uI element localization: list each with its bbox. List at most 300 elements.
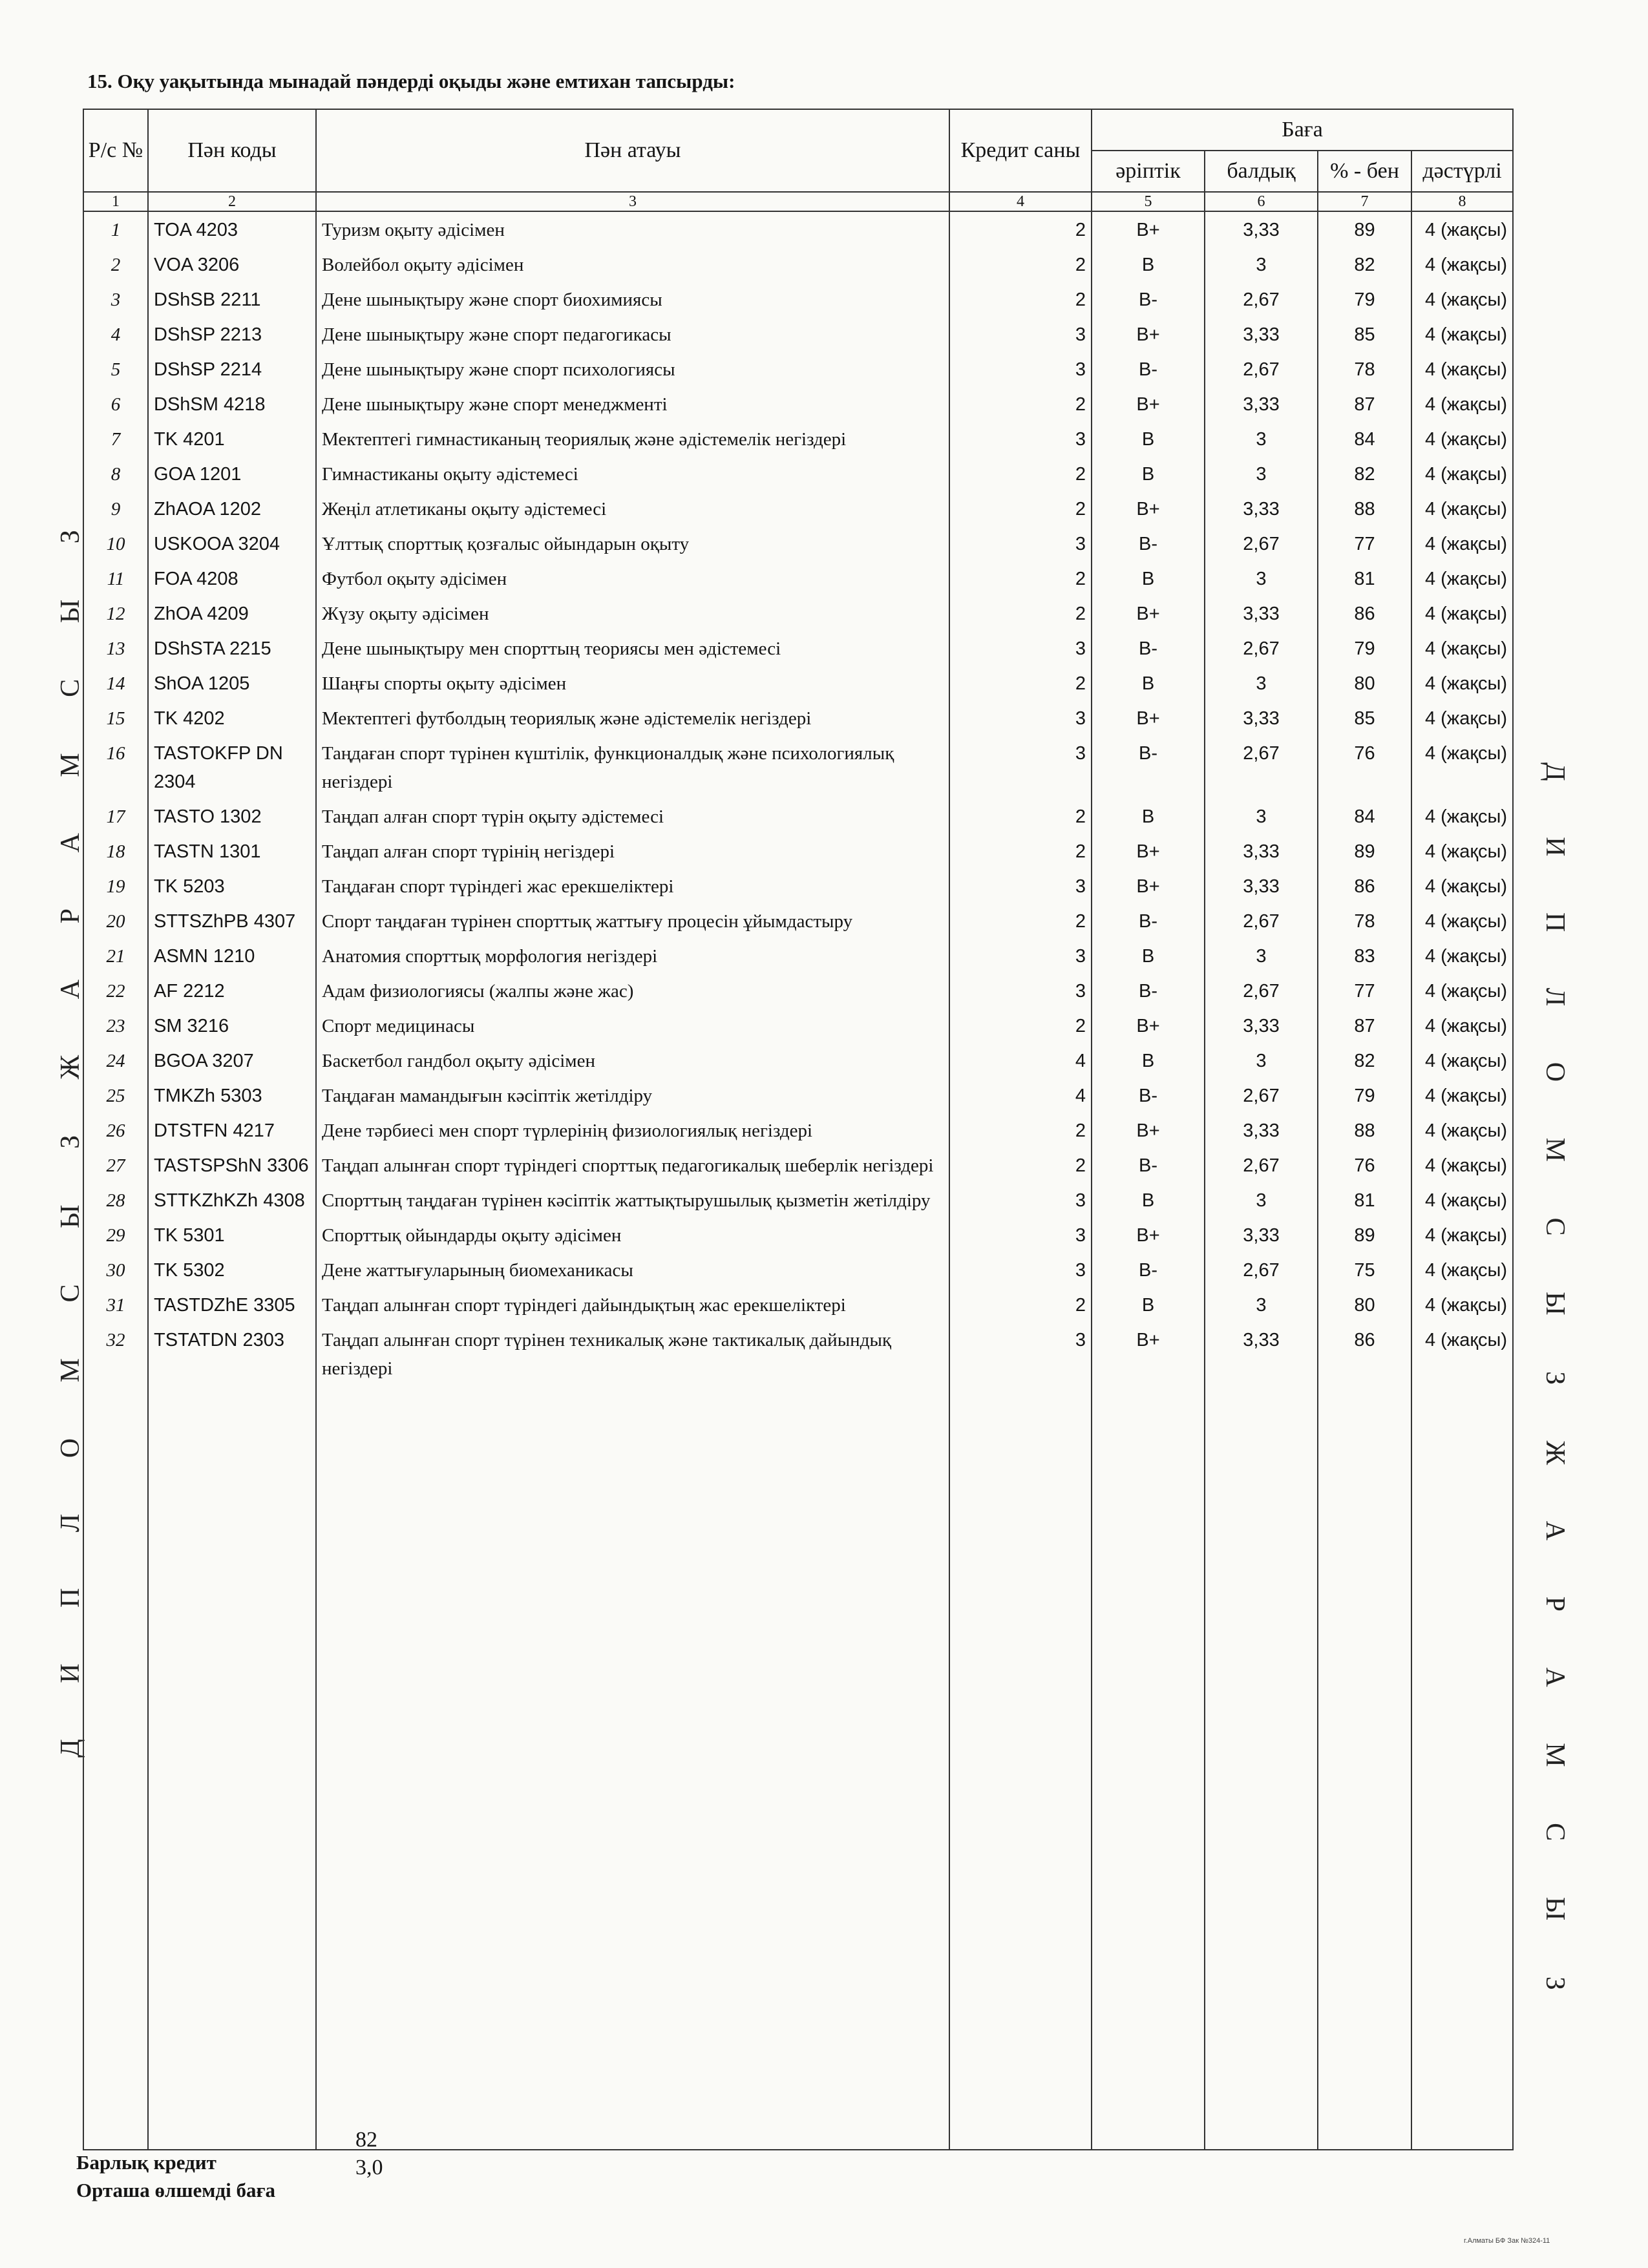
letter-grade: B (1092, 456, 1205, 491)
subject-code: TASTO 1302 (148, 799, 316, 834)
traditional-grade: 4 (жақсы) (1411, 735, 1513, 799)
subject-name: Футбол оқыту әдісімен (316, 561, 949, 596)
credits-cell: 3 (949, 735, 1092, 799)
credits-cell: 2 (949, 1148, 1092, 1182)
credits-cell: 2 (949, 903, 1092, 938)
table-row (83, 596, 1513, 631)
points-grade: 2,67 (1205, 526, 1318, 561)
table-row (83, 526, 1513, 561)
points-grade: 2,67 (1205, 352, 1318, 386)
table-row (83, 1217, 1513, 1252)
traditional-grade: 4 (жақсы) (1411, 421, 1513, 456)
header-traditional: дәстүрлі (1411, 151, 1513, 192)
header-percent: % - бен (1318, 151, 1411, 192)
letter-grade: B+ (1092, 491, 1205, 526)
header-grade: Баға (1092, 109, 1513, 151)
percent-grade: 75 (1318, 1252, 1411, 1287)
row-number: 22 (83, 973, 148, 1008)
points-grade: 3 (1205, 247, 1318, 282)
subject-code: TK 5301 (148, 1217, 316, 1252)
grades-table-body (83, 211, 1513, 2150)
points-grade: 3,33 (1205, 317, 1318, 352)
subject-name: Дене шынықтыру және спорт биохимиясы (316, 282, 949, 317)
credits-cell: 2 (949, 491, 1092, 526)
subject-code: TK 4202 (148, 700, 316, 735)
traditional-grade: 4 (жақсы) (1411, 1217, 1513, 1252)
row-number: 24 (83, 1043, 148, 1078)
points-grade: 3 (1205, 938, 1318, 973)
credits-cell: 2 (949, 799, 1092, 834)
table-row (83, 666, 1513, 700)
traditional-grade: 4 (жақсы) (1411, 1182, 1513, 1217)
credits-cell: 3 (949, 631, 1092, 666)
table-row (83, 834, 1513, 868)
points-grade: 2,67 (1205, 903, 1318, 938)
table-row (83, 352, 1513, 386)
row-number: 26 (83, 1113, 148, 1148)
subject-code: BGOA 3207 (148, 1043, 316, 1078)
letter-grade: B- (1092, 282, 1205, 317)
row-number: 7 (83, 421, 148, 456)
subject-code: ShOA 1205 (148, 666, 316, 700)
percent-grade: 79 (1318, 1078, 1411, 1113)
empty-cell (1092, 1385, 1205, 2150)
subject-code: DShSM 4218 (148, 386, 316, 421)
traditional-grade: 4 (жақсы) (1411, 1008, 1513, 1043)
percent-grade: 87 (1318, 386, 1411, 421)
letter-grade: B+ (1092, 211, 1205, 247)
subject-code: SM 3216 (148, 1008, 316, 1043)
table-row (83, 1078, 1513, 1113)
points-grade: 3,33 (1205, 1113, 1318, 1148)
row-number: 31 (83, 1287, 148, 1322)
credits-cell: 3 (949, 1252, 1092, 1287)
row-number: 9 (83, 491, 148, 526)
table-row (83, 386, 1513, 421)
points-grade: 3,33 (1205, 834, 1318, 868)
points-grade: 2,67 (1205, 282, 1318, 317)
table-row (83, 421, 1513, 456)
row-number: 13 (83, 631, 148, 666)
subject-name: Волейбол оқыту әдісімен (316, 247, 949, 282)
percent-grade: 86 (1318, 596, 1411, 631)
subject-name: Спорттық ойындарды оқыту әдісімен (316, 1217, 949, 1252)
subject-code: DShSP 2214 (148, 352, 316, 386)
letter-grade: B+ (1092, 1113, 1205, 1148)
letter-grade: B (1092, 1043, 1205, 1078)
table-row (83, 903, 1513, 938)
subject-code: DShSP 2213 (148, 317, 316, 352)
percent-grade: 82 (1318, 456, 1411, 491)
traditional-grade: 4 (жақсы) (1411, 973, 1513, 1008)
subject-code: STTSZhPB 4307 (148, 903, 316, 938)
credits-cell: 3 (949, 938, 1092, 973)
row-number: 32 (83, 1322, 148, 1385)
table-filler-row (83, 1385, 1513, 2150)
letter-grade: B- (1092, 735, 1205, 799)
percent-grade: 79 (1318, 282, 1411, 317)
table-row (83, 735, 1513, 799)
credits-cell: 3 (949, 352, 1092, 386)
percent-grade: 83 (1318, 938, 1411, 973)
subject-code: TK 5302 (148, 1252, 316, 1287)
subject-name: Таңдаған мамандығын кәсіптік жетілдіру (316, 1078, 949, 1113)
traditional-grade: 4 (жақсы) (1411, 561, 1513, 596)
subject-name: Жүзу оқыту әдісімен (316, 596, 949, 631)
row-number: 17 (83, 799, 148, 834)
subject-name: Спорт медицинасы (316, 1008, 949, 1043)
subject-code: TASTDZhE 3305 (148, 1287, 316, 1322)
points-grade: 2,67 (1205, 735, 1318, 799)
percent-grade: 89 (1318, 1217, 1411, 1252)
table-row (83, 1182, 1513, 1217)
subject-name: Таңдап алынған спорт түріндегі дайындықтың жас ерекшеліктері (316, 1287, 949, 1322)
traditional-grade: 4 (жақсы) (1411, 456, 1513, 491)
points-grade: 3 (1205, 456, 1318, 491)
letter-grade: B- (1092, 1078, 1205, 1113)
credits-cell: 2 (949, 456, 1092, 491)
row-number: 25 (83, 1078, 148, 1113)
subject-name: Спорт таңдаған түрінен спорттық жаттығу процесін ұйымдастыру (316, 903, 949, 938)
credits-cell: 2 (949, 211, 1092, 247)
subject-code: TASTN 1301 (148, 834, 316, 868)
row-number: 14 (83, 666, 148, 700)
subject-code: DShSTA 2215 (148, 631, 316, 666)
column-number: 7 (1318, 192, 1411, 211)
credits-cell: 3 (949, 1322, 1092, 1385)
subject-name: Дене шынықтыру және спорт менеджменті (316, 386, 949, 421)
points-grade: 2,67 (1205, 1078, 1318, 1113)
percent-grade: 76 (1318, 735, 1411, 799)
row-number: 29 (83, 1217, 148, 1252)
column-number: 2 (148, 192, 316, 211)
subject-code: USKOOA 3204 (148, 526, 316, 561)
empty-cell (949, 1385, 1092, 2150)
total-credits-label: Барлық кредит (76, 2151, 217, 2174)
credits-cell: 3 (949, 1217, 1092, 1252)
points-grade: 3 (1205, 1182, 1318, 1217)
percent-grade: 85 (1318, 700, 1411, 735)
credits-cell: 3 (949, 868, 1092, 903)
row-number: 1 (83, 211, 148, 247)
table-row (83, 317, 1513, 352)
row-number: 3 (83, 282, 148, 317)
traditional-grade: 4 (жақсы) (1411, 211, 1513, 247)
column-number: 6 (1205, 192, 1318, 211)
subject-code: VOA 3206 (148, 247, 316, 282)
table-row (83, 1148, 1513, 1182)
subject-name: Ұлттық спорттық қозғалыс ойындарын оқыту (316, 526, 949, 561)
traditional-grade: 4 (жақсы) (1411, 1148, 1513, 1182)
points-grade: 2,67 (1205, 973, 1318, 1008)
row-number: 8 (83, 456, 148, 491)
letter-grade: B (1092, 561, 1205, 596)
table-row (83, 247, 1513, 282)
empty-cell (1205, 1385, 1318, 2150)
letter-grade: B- (1092, 973, 1205, 1008)
points-grade: 3,33 (1205, 1322, 1318, 1385)
subject-name: Дене шынықтыру мен спорттың теориясы мен әдістемесі (316, 631, 949, 666)
traditional-grade: 4 (жақсы) (1411, 1322, 1513, 1385)
row-number: 27 (83, 1148, 148, 1182)
table-row (83, 211, 1513, 247)
letter-grade: B (1092, 938, 1205, 973)
credits-cell: 4 (949, 1043, 1092, 1078)
traditional-grade: 4 (жақсы) (1411, 247, 1513, 282)
subject-name: Дене жаттығуларының биомеханикасы (316, 1252, 949, 1287)
grades-table (83, 109, 1514, 2150)
printer-mark: г.Алматы БФ Зак №324-11 (1464, 2237, 1550, 2245)
traditional-grade: 4 (жақсы) (1411, 700, 1513, 735)
subject-code: ZhAOA 1202 (148, 491, 316, 526)
empty-cell (83, 1385, 148, 2150)
watermark-left: Д И П Л О М С Ы З Ж А Р А М С Ы З (56, 505, 85, 1758)
points-grade: 2,67 (1205, 1148, 1318, 1182)
percent-grade: 78 (1318, 352, 1411, 386)
table-row (83, 868, 1513, 903)
header-letter: әріптік (1092, 151, 1205, 192)
empty-cell (148, 1385, 316, 2150)
credits-cell: 2 (949, 834, 1092, 868)
points-grade: 3,33 (1205, 1008, 1318, 1043)
subject-name: Туризм оқыту әдісімен (316, 211, 949, 247)
header-credits: Кредит саны (949, 109, 1092, 192)
letter-grade: B- (1092, 903, 1205, 938)
credits-cell: 3 (949, 421, 1092, 456)
letter-grade: B (1092, 247, 1205, 282)
subject-name: Мектептегі футболдың теориялық және әдістемелік негіздері (316, 700, 949, 735)
percent-grade: 78 (1318, 903, 1411, 938)
points-grade: 3 (1205, 666, 1318, 700)
table-row (83, 282, 1513, 317)
traditional-grade: 4 (жақсы) (1411, 491, 1513, 526)
letter-grade: B- (1092, 1252, 1205, 1287)
row-number: 11 (83, 561, 148, 596)
column-number: 3 (316, 192, 949, 211)
letter-grade: B+ (1092, 1217, 1205, 1252)
percent-grade: 77 (1318, 973, 1411, 1008)
subject-code: ASMN 1210 (148, 938, 316, 973)
traditional-grade: 4 (жақсы) (1411, 666, 1513, 700)
subject-code: DTSTFN 4217 (148, 1113, 316, 1148)
table-row (83, 700, 1513, 735)
credits-cell: 2 (949, 386, 1092, 421)
percent-grade: 87 (1318, 1008, 1411, 1043)
subject-name: Мектептегі гимнастиканың теориялық және әдістемелік негіздері (316, 421, 949, 456)
row-number: 2 (83, 247, 148, 282)
row-number: 5 (83, 352, 148, 386)
table-row (83, 631, 1513, 666)
table-row (83, 456, 1513, 491)
letter-grade: B- (1092, 352, 1205, 386)
credits-cell: 2 (949, 561, 1092, 596)
subject-name: Таңдап алған спорт түрін оқыту әдістемесі (316, 799, 949, 834)
percent-grade: 84 (1318, 421, 1411, 456)
column-number: 1 (83, 192, 148, 211)
percent-grade: 88 (1318, 1113, 1411, 1148)
section-heading: 15. Оқу уақытында мынадай пәндерді оқыды және емтихан тапсырды: (87, 70, 735, 92)
table-row (83, 491, 1513, 526)
percent-grade: 85 (1318, 317, 1411, 352)
subject-name: Дене тәрбиесі мен спорт түрлерінің физиологиялық негіздері (316, 1113, 949, 1148)
row-number: 19 (83, 868, 148, 903)
traditional-grade: 4 (жақсы) (1411, 938, 1513, 973)
subject-code: TK 5203 (148, 868, 316, 903)
letter-grade: B (1092, 1182, 1205, 1217)
gpa-value: 3,0 (355, 2156, 383, 2179)
traditional-grade: 4 (жақсы) (1411, 1078, 1513, 1113)
letter-grade: B (1092, 421, 1205, 456)
subject-code: TASTSPShN 3306 (148, 1148, 316, 1182)
subject-name: Дене шынықтыру және спорт психологиясы (316, 352, 949, 386)
letter-grade: B+ (1092, 1322, 1205, 1385)
credits-cell: 2 (949, 666, 1092, 700)
credits-cell: 3 (949, 317, 1092, 352)
subject-code: ZhOA 4209 (148, 596, 316, 631)
subject-name: Спорттың таңдаған түрінен кәсіптік жаттықтырушылық қызметін жетілдіру (316, 1182, 949, 1217)
letter-grade: B (1092, 1287, 1205, 1322)
credits-cell: 2 (949, 1113, 1092, 1148)
percent-grade: 80 (1318, 666, 1411, 700)
letter-grade: B (1092, 666, 1205, 700)
points-grade: 3 (1205, 1043, 1318, 1078)
credits-cell: 3 (949, 526, 1092, 561)
traditional-grade: 4 (жақсы) (1411, 631, 1513, 666)
subject-code: TASTOKFP DN 2304 (148, 735, 316, 799)
total-credits-value: 82 (355, 2128, 377, 2152)
row-number: 18 (83, 834, 148, 868)
header-code: Пән коды (148, 109, 316, 192)
traditional-grade: 4 (жақсы) (1411, 596, 1513, 631)
traditional-grade: 4 (жақсы) (1411, 1252, 1513, 1287)
row-number: 4 (83, 317, 148, 352)
subject-name: Таңдап алған спорт түрінің негіздері (316, 834, 949, 868)
credits-cell: 2 (949, 1008, 1092, 1043)
letter-grade: B- (1092, 1148, 1205, 1182)
table-row (83, 1113, 1513, 1148)
table-row (83, 1252, 1513, 1287)
empty-cell (316, 1385, 949, 2150)
percent-grade: 89 (1318, 834, 1411, 868)
gpa-label: Орташа өлшемді баға (76, 2179, 276, 2201)
subject-name: Гимнастиканы оқыту әдістемесі (316, 456, 949, 491)
percent-grade: 88 (1318, 491, 1411, 526)
percent-grade: 82 (1318, 1043, 1411, 1078)
percent-grade: 84 (1318, 799, 1411, 834)
empty-cell (1411, 1385, 1513, 2150)
subject-code: TK 4201 (148, 421, 316, 456)
traditional-grade: 4 (жақсы) (1411, 903, 1513, 938)
traditional-grade: 4 (жақсы) (1411, 352, 1513, 386)
credits-cell: 3 (949, 1182, 1092, 1217)
traditional-grade: 4 (жақсы) (1411, 282, 1513, 317)
points-grade: 2,67 (1205, 631, 1318, 666)
subject-name: Анатомия спорттық морфология негіздері (316, 938, 949, 973)
subject-code: TMKZh 5303 (148, 1078, 316, 1113)
row-number: 21 (83, 938, 148, 973)
percent-grade: 86 (1318, 1322, 1411, 1385)
row-number: 28 (83, 1182, 148, 1217)
row-number: 20 (83, 903, 148, 938)
traditional-grade: 4 (жақсы) (1411, 1043, 1513, 1078)
subject-name: Шаңғы спорты оқыту әдісімен (316, 666, 949, 700)
table-row (83, 1287, 1513, 1322)
letter-grade: B+ (1092, 386, 1205, 421)
credits-cell: 4 (949, 1078, 1092, 1113)
points-grade: 3,33 (1205, 1217, 1318, 1252)
subject-name: Таңдап алынған спорт түрінен техникалық және тактикалық дайындық негіздері (316, 1322, 949, 1385)
credits-cell: 2 (949, 247, 1092, 282)
subject-name: Баскетбол гандбол оқыту әдісімен (316, 1043, 949, 1078)
table-row (83, 1322, 1513, 1385)
traditional-grade: 4 (жақсы) (1411, 386, 1513, 421)
table-row (83, 938, 1513, 973)
subject-code: FOA 4208 (148, 561, 316, 596)
traditional-grade: 4 (жақсы) (1411, 799, 1513, 834)
points-grade: 3,33 (1205, 491, 1318, 526)
empty-cell (1318, 1385, 1411, 2150)
header-name: Пән атауы (316, 109, 949, 192)
column-number: 5 (1092, 192, 1205, 211)
percent-grade: 86 (1318, 868, 1411, 903)
table-row (83, 799, 1513, 834)
subject-code: TSTATDN 2303 (148, 1322, 316, 1385)
letter-grade: B+ (1092, 868, 1205, 903)
traditional-grade: 4 (жақсы) (1411, 526, 1513, 561)
table-row (83, 1043, 1513, 1078)
header-row-no: Р/с № (83, 109, 148, 192)
percent-grade: 76 (1318, 1148, 1411, 1182)
traditional-grade: 4 (жақсы) (1411, 1287, 1513, 1322)
header-points: балдық (1205, 151, 1318, 192)
row-number: 6 (83, 386, 148, 421)
row-number: 30 (83, 1252, 148, 1287)
subject-name: Дене шынықтыру және спорт педагогикасы (316, 317, 949, 352)
points-grade: 3 (1205, 799, 1318, 834)
points-grade: 3,33 (1205, 868, 1318, 903)
credits-cell: 2 (949, 1287, 1092, 1322)
subject-name: Жеңіл атлетиканы оқыту әдістемесі (316, 491, 949, 526)
subject-code: GOA 1201 (148, 456, 316, 491)
points-grade: 3,33 (1205, 596, 1318, 631)
row-number: 12 (83, 596, 148, 631)
row-number: 23 (83, 1008, 148, 1043)
percent-grade: 81 (1318, 1182, 1411, 1217)
subject-name: Таңдаған спорт түрінен күштілік, функционалдық және психологиялық негіздері (316, 735, 949, 799)
traditional-grade: 4 (жақсы) (1411, 1113, 1513, 1148)
points-grade: 3,33 (1205, 386, 1318, 421)
table-row (83, 1008, 1513, 1043)
letter-grade: B (1092, 799, 1205, 834)
credits-cell: 2 (949, 596, 1092, 631)
percent-grade: 77 (1318, 526, 1411, 561)
points-grade: 3,33 (1205, 211, 1318, 247)
points-grade: 3 (1205, 561, 1318, 596)
column-number: 4 (949, 192, 1092, 211)
column-number: 8 (1411, 192, 1513, 211)
traditional-grade: 4 (жақсы) (1411, 868, 1513, 903)
percent-grade: 79 (1318, 631, 1411, 666)
percent-grade: 82 (1318, 247, 1411, 282)
row-number: 15 (83, 700, 148, 735)
percent-grade: 81 (1318, 561, 1411, 596)
subject-code: AF 2212 (148, 973, 316, 1008)
subject-name: Адам физиологиясы (жалпы және жас) (316, 973, 949, 1008)
column-number-row (83, 192, 1513, 211)
points-grade: 2,67 (1205, 1252, 1318, 1287)
row-number: 10 (83, 526, 148, 561)
letter-grade: B+ (1092, 317, 1205, 352)
